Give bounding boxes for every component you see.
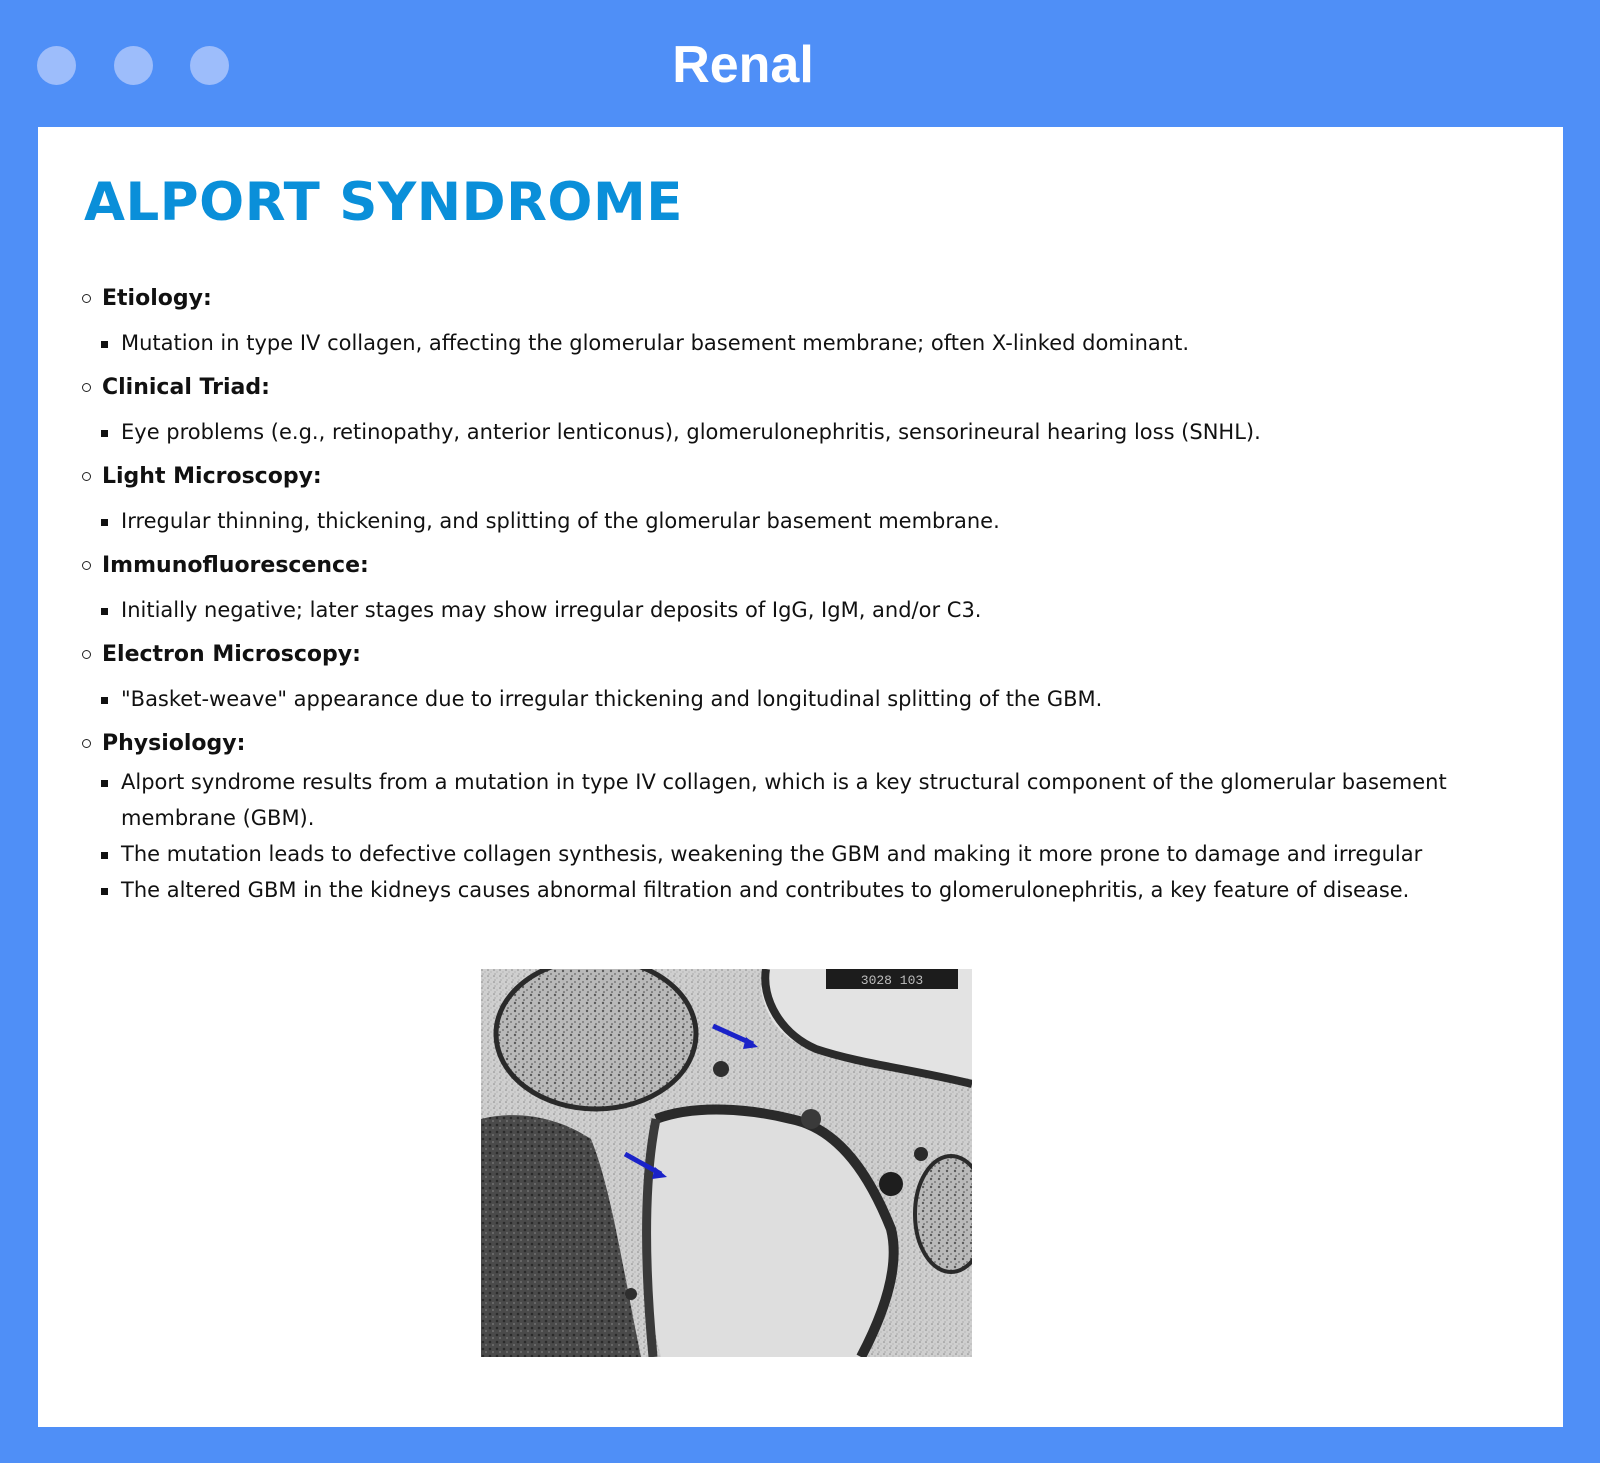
list-item bbox=[101, 503, 1542, 539]
list-item-text: Mutation in type IV collagen, affecting the glomerular basement membrane; often X-linked dominant. bbox=[121, 331, 1189, 355]
section-heading-label: Etiology: bbox=[102, 286, 212, 311]
list-item-text: "Basket-weave" appearance due to irregular thickening and longitudinal splitting of the GBM. bbox=[121, 687, 1103, 711]
list-item-text: Irregular thinning, thickening, and splitting of the glomerular basement membrane. bbox=[121, 509, 1000, 533]
list-item-text: The mutation leads to defective collagen synthesis, weakening the GBM and making it more prone to damage and irregular bbox=[121, 842, 1423, 866]
list-item bbox=[101, 836, 1542, 872]
section-heading bbox=[82, 635, 1542, 675]
section-heading bbox=[82, 457, 1542, 497]
circle-bullet-icon bbox=[82, 561, 91, 570]
section-heading bbox=[82, 546, 1542, 586]
window-titlebar bbox=[0, 0, 1600, 128]
list-item-text: Initially negative; later stages may show irregular deposits of IgG, IgM, and/or C3. bbox=[121, 598, 982, 622]
list-item-text: Eye problems (e.g., retinopathy, anterior lenticonus), glomerulonephritis, sensorineural hearing loss (SNHL). bbox=[121, 420, 1261, 444]
circle-bullet-icon bbox=[82, 294, 91, 303]
section-heading-label: Electron Microscopy: bbox=[102, 642, 361, 667]
section-heading-label: Clinical Triad: bbox=[102, 375, 270, 400]
circle-bullet-icon bbox=[82, 739, 91, 748]
list-item-text: Alport syndrome results from a mutation in type IV collagen, which is a key structural component of the glomerular basement membrane (GBM). bbox=[121, 770, 1447, 830]
square-bullet-icon bbox=[101, 888, 108, 895]
list-item bbox=[101, 764, 1542, 836]
list-item bbox=[101, 414, 1542, 450]
square-bullet-icon bbox=[101, 852, 108, 859]
section-etiology bbox=[82, 279, 1542, 361]
square-bullet-icon bbox=[101, 430, 108, 437]
list-item bbox=[101, 681, 1542, 717]
square-bullet-icon bbox=[101, 341, 108, 348]
electron-micrograph-image bbox=[481, 969, 972, 1357]
section-immunofluorescence bbox=[82, 546, 1542, 628]
square-bullet-icon bbox=[101, 780, 108, 787]
circle-bullet-icon bbox=[82, 650, 91, 659]
circle-bullet-icon bbox=[82, 472, 91, 481]
section-heading-label: Physiology: bbox=[102, 731, 246, 756]
section-light-microscopy bbox=[82, 457, 1542, 539]
list-item-text: The altered GBM in the kidneys causes abnormal filtration and contributes to glomerulonephritis, a key feature of disease. bbox=[121, 878, 1410, 902]
list-item bbox=[101, 592, 1542, 628]
section-heading bbox=[82, 724, 1542, 764]
section-list bbox=[82, 279, 1542, 915]
section-heading-label: Light Microscopy: bbox=[102, 464, 322, 489]
micrograph-drawing bbox=[481, 969, 972, 1357]
micrograph-label: 3028 103 bbox=[860, 973, 924, 988]
circle-bullet-icon bbox=[82, 383, 91, 392]
section-physiology bbox=[82, 724, 1542, 908]
page-title: ALPORT SYNDROME bbox=[84, 172, 683, 233]
window-title: Renal bbox=[672, 36, 814, 94]
square-bullet-icon bbox=[101, 697, 108, 704]
section-heading bbox=[82, 279, 1542, 319]
section-heading bbox=[82, 368, 1542, 408]
section-electron-microscopy bbox=[82, 635, 1542, 717]
square-bullet-icon bbox=[101, 608, 108, 615]
section-heading-label: Immunofluorescence: bbox=[102, 553, 369, 578]
content-panel bbox=[38, 127, 1563, 1427]
list-item bbox=[101, 325, 1542, 361]
list-item bbox=[101, 872, 1542, 908]
square-bullet-icon bbox=[101, 519, 108, 526]
section-clinical-triad bbox=[82, 368, 1542, 450]
